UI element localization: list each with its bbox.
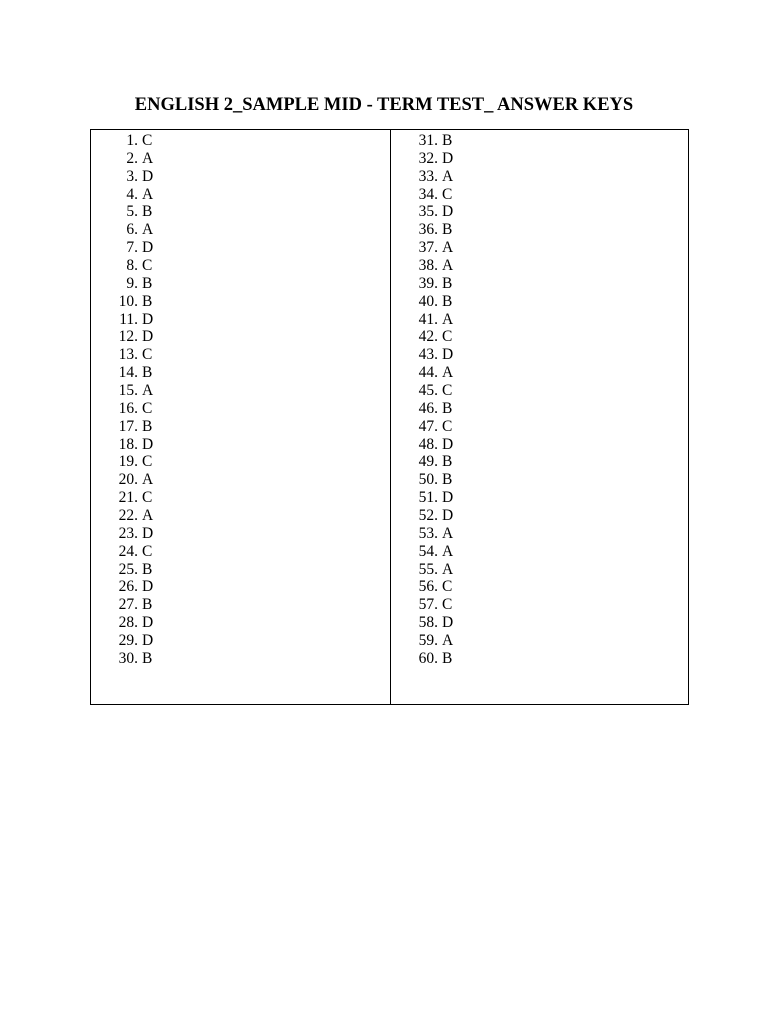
- question-number: 52.: [418, 507, 438, 525]
- question-number: 32.: [418, 149, 438, 167]
- answer-letter: A: [442, 632, 454, 650]
- answer-letter: B: [442, 453, 453, 471]
- answer-letter: C: [442, 578, 453, 596]
- question-number: 39.: [418, 274, 438, 292]
- answer-letter: D: [442, 507, 454, 525]
- answer-letter: B: [142, 417, 153, 435]
- answer-letter: B: [142, 203, 153, 221]
- question-number: 2.: [126, 149, 138, 167]
- question-number: 4.: [126, 185, 138, 203]
- question-number: 43.: [418, 346, 438, 364]
- page-title: ENGLISH 2_SAMPLE MID - TERM TEST_ ANSWER KEYS: [134, 95, 634, 115]
- answer-letter: D: [142, 328, 154, 346]
- answer-letter: D: [142, 310, 154, 328]
- answer-letter: D: [442, 203, 454, 221]
- answer-letter: B: [442, 132, 453, 149]
- question-number: 37.: [418, 239, 438, 257]
- answer-letter: B: [142, 649, 153, 667]
- question-number: 13.: [118, 346, 138, 364]
- answer-key-table: [90, 129, 689, 705]
- question-number: 50.: [418, 471, 438, 489]
- answer-letter: D: [142, 167, 154, 185]
- question-number: 3.: [126, 167, 138, 185]
- question-number: 5.: [126, 203, 138, 221]
- question-number: 55.: [418, 560, 438, 578]
- question-number: 19.: [118, 453, 138, 471]
- answer-letter: C: [142, 132, 153, 149]
- answer-letter: C: [442, 382, 453, 400]
- answer-letter: B: [442, 221, 453, 239]
- question-number: 51.: [418, 489, 438, 507]
- question-number: 47.: [418, 417, 438, 435]
- answer-letter: A: [442, 239, 454, 257]
- answer-letter: D: [442, 346, 454, 364]
- answer-letter: B: [442, 471, 453, 489]
- question-number: 46.: [418, 399, 438, 417]
- question-number: 56.: [418, 578, 438, 596]
- question-number: 49.: [418, 453, 438, 471]
- question-number: 16.: [118, 399, 138, 417]
- answer-letter: C: [442, 417, 453, 435]
- question-number: 6.: [126, 221, 138, 239]
- answer-letter: D: [442, 149, 454, 167]
- answer-letter: A: [142, 221, 154, 239]
- answer-letter: A: [142, 507, 154, 525]
- question-number: 1.: [126, 132, 138, 149]
- answer-letter: D: [142, 524, 154, 542]
- answer-letter: B: [442, 399, 453, 417]
- answer-letter: B: [142, 560, 153, 578]
- question-number: 53.: [418, 524, 438, 542]
- question-number: 17.: [118, 417, 138, 435]
- question-number: 20.: [118, 471, 138, 489]
- question-number: 48.: [418, 435, 438, 453]
- question-number: 54.: [418, 542, 438, 560]
- answer-letter: B: [442, 274, 453, 292]
- answer-letter: C: [142, 257, 153, 275]
- question-number: 35.: [418, 203, 438, 221]
- answer-letter: D: [442, 489, 454, 507]
- answer-letter: C: [142, 453, 153, 471]
- answer-letter: A: [142, 149, 154, 167]
- answer-letter: B: [442, 292, 453, 310]
- answer-letter: D: [142, 578, 154, 596]
- answer-letter: D: [142, 435, 154, 453]
- question-number: 29.: [118, 632, 138, 650]
- question-number: 7.: [126, 239, 138, 257]
- question-number: 26.: [118, 578, 138, 596]
- question-number: 57.: [418, 596, 438, 614]
- question-number: 18.: [118, 435, 138, 453]
- answer-letter: C: [442, 596, 453, 614]
- question-number: 11.: [119, 310, 138, 328]
- question-number: 45.: [418, 382, 438, 400]
- answer-letter: B: [142, 364, 153, 382]
- question-number: 42.: [418, 328, 438, 346]
- answer-letter: D: [142, 239, 154, 257]
- answer-letter: C: [142, 346, 153, 364]
- question-number: 36.: [418, 221, 438, 239]
- question-number: 30.: [118, 649, 138, 667]
- answer-letter: B: [142, 292, 153, 310]
- question-number: 21.: [118, 489, 138, 507]
- question-number: 27.: [118, 596, 138, 614]
- question-number: 8.: [126, 257, 138, 275]
- question-number: 58.: [418, 614, 438, 632]
- answer-letter: C: [442, 328, 453, 346]
- answer-letter: A: [442, 257, 454, 275]
- question-number: 40.: [418, 292, 438, 310]
- question-number: 12.: [118, 328, 138, 346]
- question-number: 14.: [118, 364, 138, 382]
- answer-letter: D: [442, 614, 454, 632]
- question-number: 59.: [418, 632, 438, 650]
- question-number: 15.: [118, 382, 138, 400]
- answer-letter: C: [142, 542, 153, 560]
- answer-letter: C: [442, 185, 453, 203]
- question-number: 41.: [418, 310, 438, 328]
- answer-letter: B: [442, 649, 453, 667]
- answer-letter: C: [142, 399, 153, 417]
- answer-letter: C: [142, 489, 153, 507]
- question-number: 28.: [118, 614, 138, 632]
- answer-letter: A: [142, 471, 154, 489]
- answer-letter: A: [442, 542, 454, 560]
- question-number: 25.: [118, 560, 138, 578]
- answer-letter: A: [442, 167, 454, 185]
- question-number: 33.: [418, 167, 438, 185]
- question-number: 23.: [118, 524, 138, 542]
- answer-letter: A: [142, 382, 154, 400]
- answer-letter: A: [442, 560, 454, 578]
- question-number: 24.: [118, 542, 138, 560]
- question-number: 9.: [126, 274, 138, 292]
- answer-letter: D: [142, 614, 154, 632]
- question-number: 10.: [118, 292, 138, 310]
- answer-letter: B: [142, 596, 153, 614]
- answer-letter: A: [442, 364, 454, 382]
- answer-letter: B: [142, 274, 153, 292]
- question-number: 60.: [418, 649, 438, 667]
- answer-letter: A: [442, 310, 454, 328]
- answer-letter: D: [142, 632, 154, 650]
- question-number: 34.: [418, 185, 438, 203]
- answer-letter: A: [442, 524, 454, 542]
- question-number: 44.: [418, 364, 438, 382]
- question-number: 31.: [418, 132, 438, 149]
- answer-letter: A: [142, 185, 154, 203]
- question-number: 38.: [418, 257, 438, 275]
- answer-letter: D: [442, 435, 454, 453]
- question-number: 22.: [118, 507, 138, 525]
